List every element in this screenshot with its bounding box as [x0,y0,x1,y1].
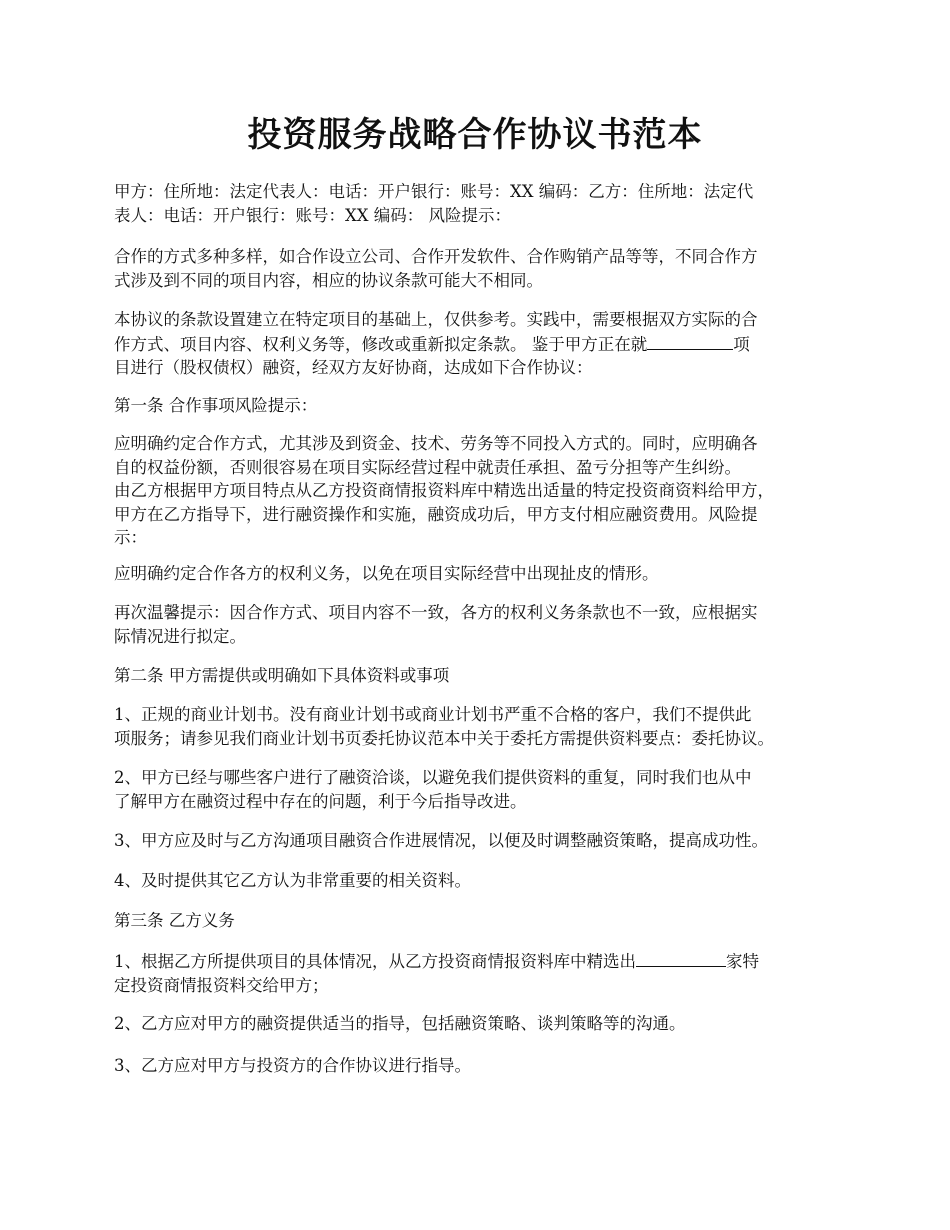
text-line: 应明确约定合作方式，尤其涉及到资金、技术、劳务等不同投入方式的。同时，应明确各 [114,434,758,453]
body-paragraph [114,601,854,648]
list-item [114,703,854,750]
text-line: 第三条 乙方义务 [114,911,235,930]
body-paragraph [114,562,854,586]
text-line: 自的权益份额，否则很容易在项目实际经营过程中就责任承担、盈亏分担等产生纠纷。 [114,457,741,477]
text-line: 本协议的条款设置建立在特定项目的基础上，仅供参考。实践中，需要根据双方实际的合 [114,310,758,329]
text-line: 3、甲方应及时与乙方沟通项目融资合作进展情况，以便及时调整融资策略，提高成功性。 [114,831,768,850]
body-paragraph [114,432,854,550]
text-line: 由乙方根据甲方项目特点从乙方投资商情报资料库中精选出适量的特定投资商资料给甲方， [114,481,774,500]
text-line: 家特 [726,952,759,971]
text-line: 合作的方式多种多样，如合作设立公司、合作开发软件、合作购销产品等等，不同合作方 [114,247,758,266]
text-line: 应明确约定合作各方的权利义务，以免在项目实际经营中出现扯皮的情形。 [114,564,659,583]
text-line: 表人：电话：开户银行：账号：XX 编码： 风险提示： [114,205,511,225]
text-line: 1、正规的商业计划书。没有商业计划书或商业计划书严重不合格的客户，我们不提供此 [114,705,752,724]
text-line: 3、乙方应对甲方与投资方的合作协议进行指导。 [114,1056,471,1075]
list-item [114,1054,854,1078]
list-item [114,1012,854,1036]
list-item [114,949,854,997]
parties-paragraph [114,180,854,227]
text-line: 2、乙方应对甲方的融资提供适当的指导，包括融资策略、谈判策略等的沟通。 [114,1014,686,1033]
section-heading [114,664,854,688]
text-line: 式涉及到不同的项目内容，相应的协议条款可能大不相同。 [114,270,543,290]
text-line: 4、及时提供其它乙方认为非常重要的相关资料。 [114,871,471,890]
text-line: 甲方在乙方指导下，进行融资操作和实施，融资成功后，甲方支付相应融资费用。风险提 [114,504,758,524]
text-line: 了解甲方在融资过程中存在的问题，利于今后指导改进。 [114,791,527,811]
text-line: 示： [114,528,147,547]
list-item [114,766,854,813]
list-item [114,829,854,853]
text-line: 第一条 合作事项风险提示： [114,396,318,415]
text-line: 甲方：住所地：法定代表人：电话：开户银行：账号：XX 编码：乙方：住所地：法定代 [114,182,754,201]
text-line: 再次温馨提示：因合作方式、项目内容不一致，各方的权利义务条款也不一致，应根据实 [114,603,758,622]
section-heading [114,909,854,933]
document-title: 投资服务战略合作协议书范本 [247,115,703,155]
text-line: 第二条 甲方需提供或明确如下具体资料或事项 [114,666,450,685]
text-line: 际情况进行拟定。 [114,626,246,646]
body-paragraph [114,308,854,380]
text-line: 目进行（股权债权）融资，经双方友好协商，达成如下合作协议： [114,358,593,377]
text-line: 定投资商情报资料交给甲方； [114,975,329,995]
body-paragraph [114,245,854,292]
text-line: 1、根据乙方所提供项目的具体情况，从乙方投资商情报资料库中精选出 [114,952,636,971]
text-line: 项服务；请参见我们商业计划书页委托协议范本中关于委托方需提供资料要点：委托协议。 [114,728,774,748]
list-item [114,869,854,893]
text-line: 项 [733,334,750,354]
fill-in-blank [647,332,733,350]
text-line: 作方式、项目内容、权利义务等，修改或重新拟定条款。 鉴于甲方正在就 [114,334,648,354]
fill-in-blank [636,949,726,967]
text-line: 2、甲方已经与哪些客户进行了融资洽谈，以避免我们提供资料的重复，同时我们也从中 [114,768,752,787]
section-heading [114,394,854,418]
